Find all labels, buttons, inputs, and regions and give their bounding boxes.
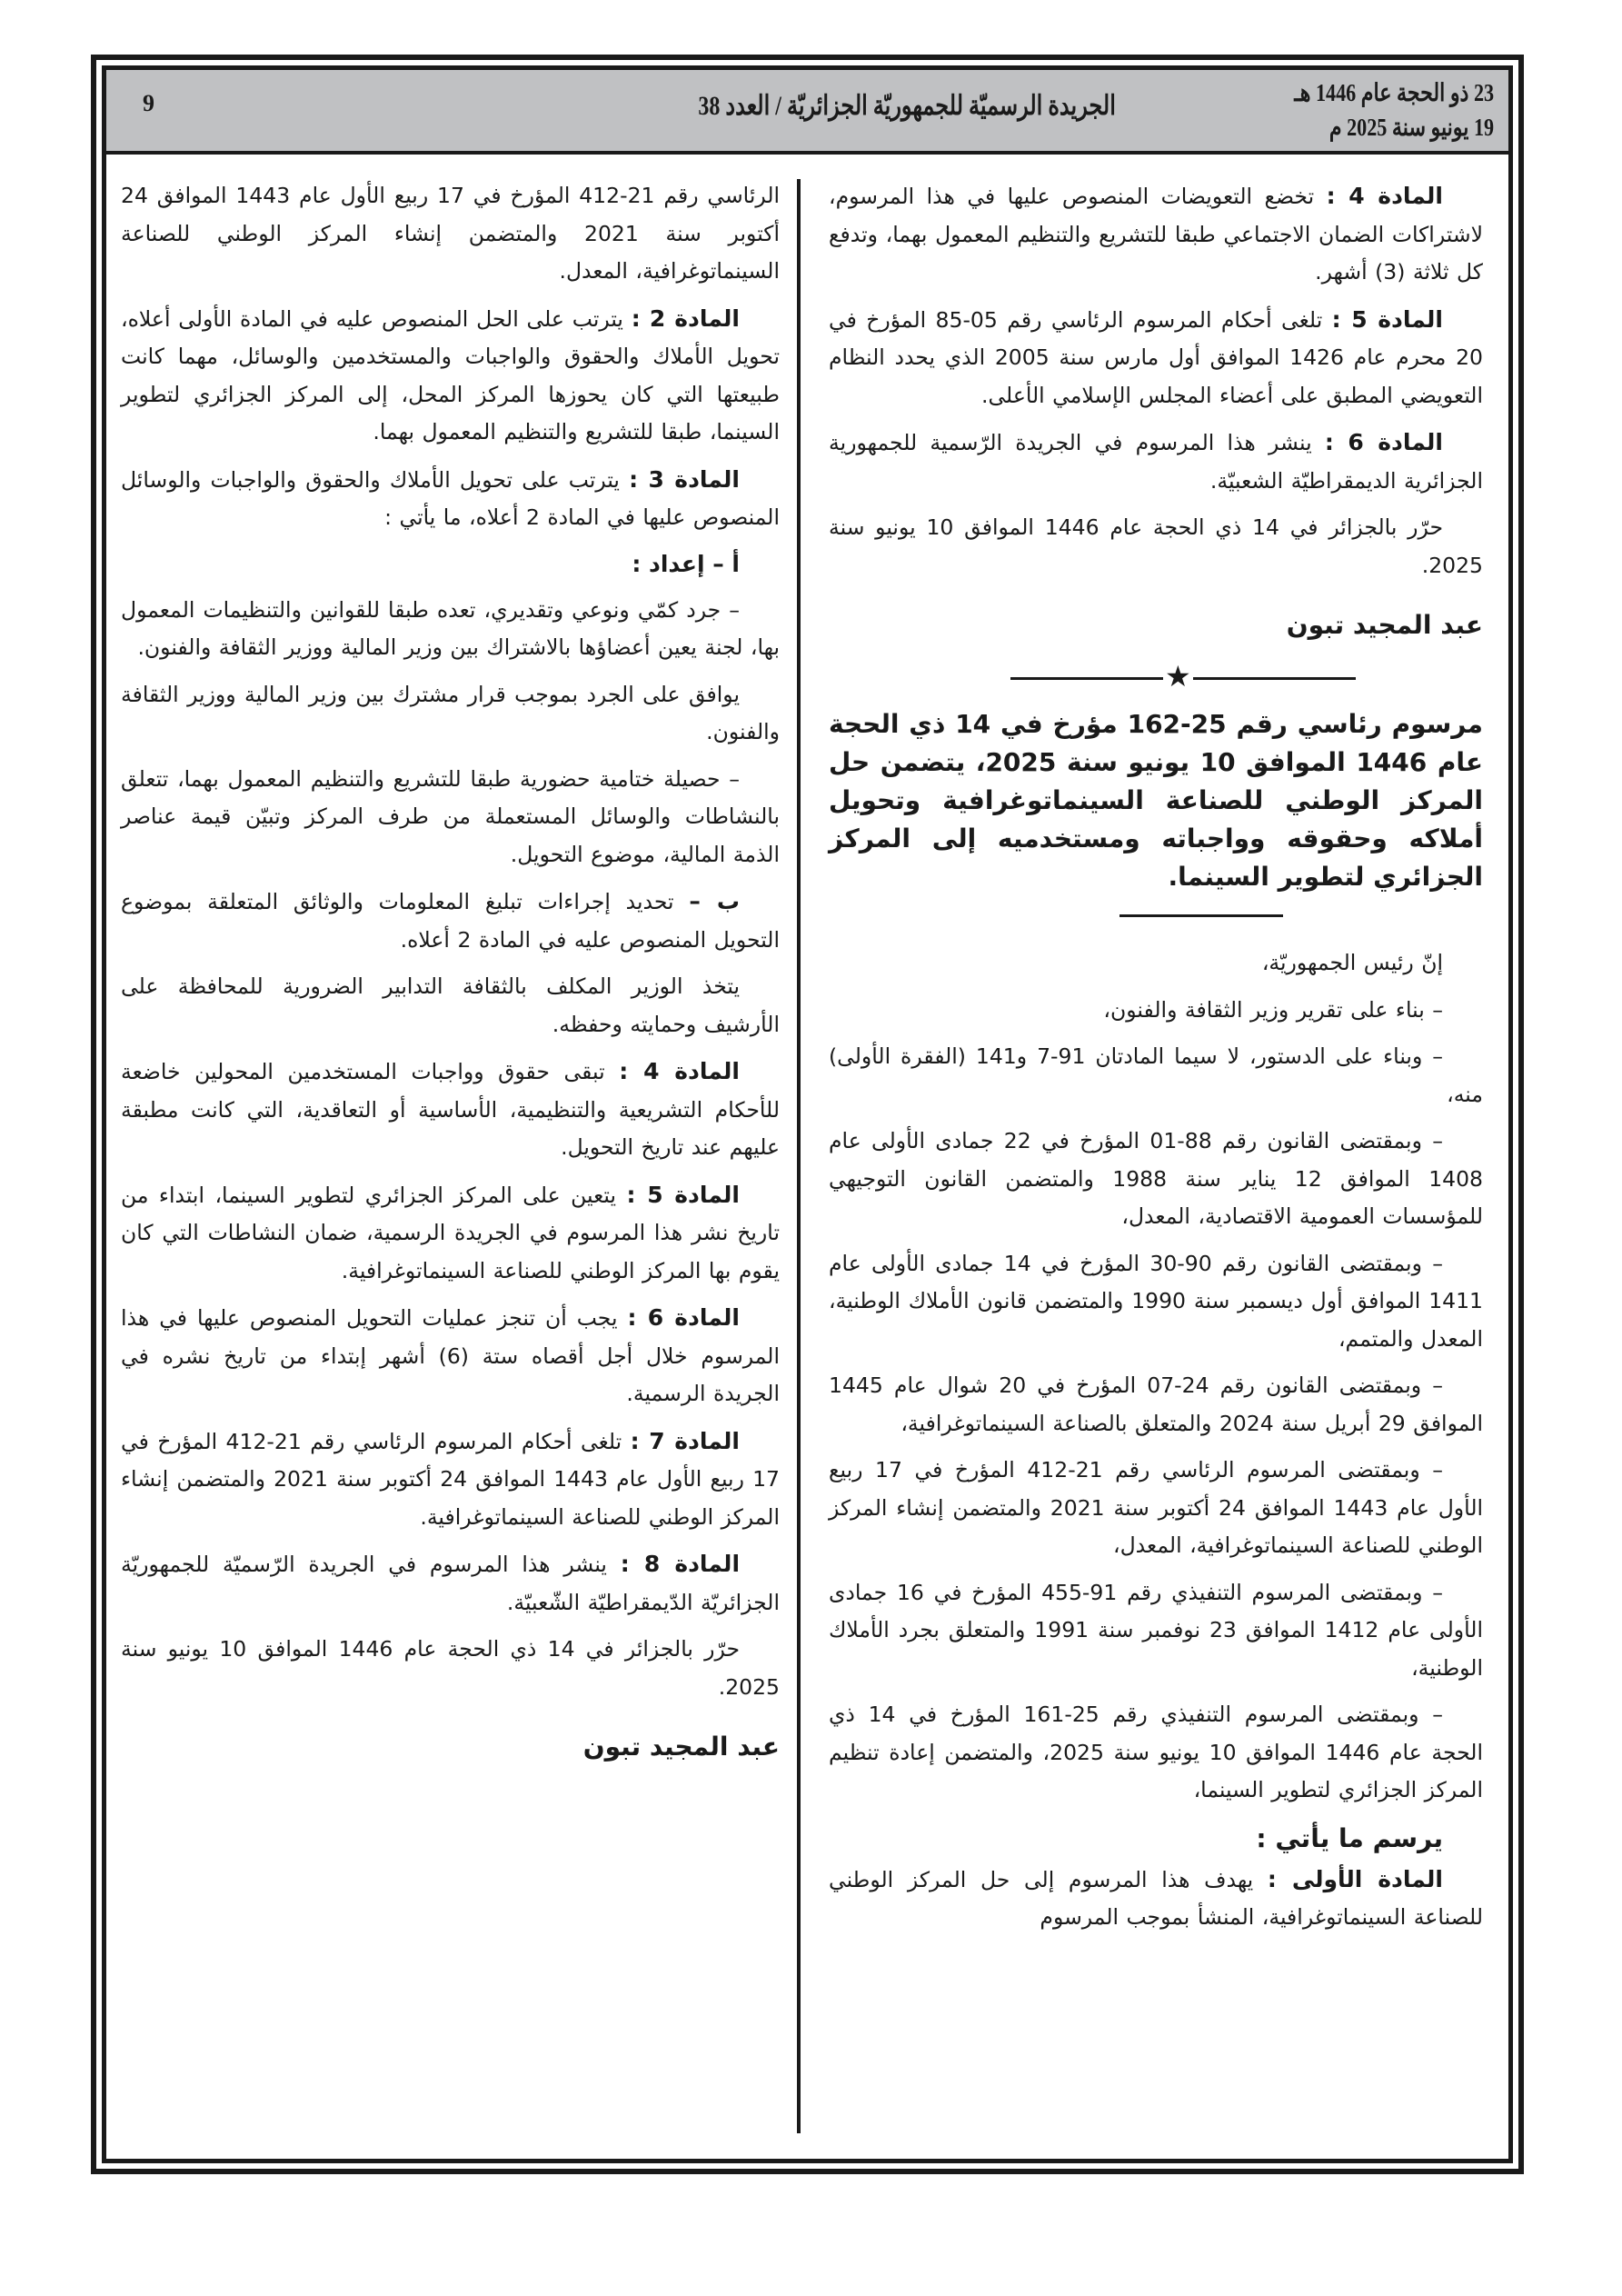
article-label: المادة 2 :: [631, 304, 740, 332]
section-b-label: ب –: [689, 888, 741, 914]
article-text: ينشر هذا المرسوم في الجريدة الرّسميّة للجمهوريّة الجزائريّة الدّيمقراطيّة الشّعبيّة.: [121, 1552, 780, 1615]
article-label: المادة 5 :: [1331, 305, 1443, 333]
article-label: المادة 8 :: [620, 1551, 741, 1577]
left-column: [121, 177, 780, 1780]
article-3: [121, 461, 780, 537]
section-a-item: – جرد كمّي ونوعي وتقديري، تعده طبقا للقوانين والتنظيمات المعمول بها، لجنة يعين أعضاؤها بالاشتراك بين وزير المالية ووزير الثقافة والفنون.: [121, 596, 780, 660]
article-text: يهدف هذا المرسوم إلى حل المركز الوطني للصناعة السينماتوغرافية، المنشأ بموجب المرسوم: [829, 1866, 1483, 1930]
visa-item: – وبمقتضى المرسوم التنفيذي رقم 25-161 المؤرخ في 14 ذي الحجة عام 1446 الموافق 10 يونيو سنة 2025، والمتضمن إعادة تنظيم المركز الجزائري لتطوير السينما،: [829, 1702, 1483, 1802]
decrees-heading: يرسم ما يأتي :: [1256, 1822, 1443, 1853]
article-label: المادة 5 :: [626, 1181, 740, 1208]
article-text: يترتب على الحل المنصوص عليه في المادة الأولى أعلاه، تحويل الأملاك والحقوق والواجبات والمستخدمين والوسائل، مهما كانت طبيعتها التي كان يحوزها المركز المحل، إلى المركز الجزائري لتطوير السينما، طبقا للتشريع والتنظيم المعمول بهما.: [121, 305, 780, 444]
title-underline: [1119, 914, 1283, 917]
article-6: [121, 1299, 780, 1413]
article-7: [121, 1423, 780, 1537]
preamble-opening: إنّ رئيس الجمهوريّة،: [1261, 950, 1443, 975]
article-text: يتعين على المركز الجزائري لتطوير السينما، ابتداء من تاريخ نشر هذا المرسوم في الجريدة الرسمية، ضمان النشاطات التي كان يقوم بها المركز الوطني للصناعة السينماتوغرافية.: [121, 1182, 780, 1283]
visa-item: – وبمقتضى المرسوم التنفيذي رقم 91-455 المؤرخ في 16 جمادى الأولى عام 1412 الموافق 23 نوفمبر سنة 1991 والمتعلق بجرد الأملاك الوطنية،: [829, 1579, 1483, 1681]
visa-item: – وبمقتضى القانون رقم 24-07 المؤرخ في 20 شوال عام 1445 الموافق 29 أبريل سنة 2024 والمتعلق بالصناعة السينماتوغرافية،: [829, 1373, 1483, 1436]
article-label: المادة 4 :: [1326, 183, 1443, 209]
article-label: المادة 6 :: [1324, 429, 1443, 455]
article-label: المادة 4 :: [619, 1058, 740, 1084]
hijri-date: 23 ذو الحجة عام 1446 هـ: [1294, 79, 1494, 106]
article-5-prev: [829, 301, 1483, 415]
section-a-item: يوافق على الجرد بموجب قرار مشترك بين وزير المالية ووزير الثقافة والفنون.: [121, 681, 780, 744]
visa-item: – وبمقتضى القانون رقم 90-30 المؤرخ في 14 جمادى الأولى عام 1411 الموافق أول ديسمبر سنة 1990 والمتضمن قانون الأملاك الوطنية، المعدل والمتمم،: [829, 1250, 1484, 1352]
gregorian-date: 19 يونيو سنة 2025 م: [1328, 114, 1494, 141]
visa-item: – وبمقتضى المرسوم الرئاسي رقم 21-412 المؤرخ في 17 ربيع الأول عام 1443 الموافق 24 أكتوبر سنة 2021 والمتضمن إنشاء المركز الوطني للصناعة السينماتوغرافية، المعدل،: [829, 1457, 1484, 1558]
right-column: [829, 177, 1483, 1946]
article-4-prev: [829, 177, 1483, 292]
page-frame-outer: [91, 55, 1524, 2174]
article-label: المادة 6 :: [627, 1304, 740, 1331]
article-2: [121, 300, 780, 452]
gazette-title: [106, 90, 1508, 122]
article-label: المادة 7 :: [630, 1427, 740, 1454]
article-5: [121, 1176, 780, 1291]
visa-item: – وبناء على الدستور، لا سيما المادتان 91-7 و141 (الفقرة الأولى) منه،: [829, 1043, 1483, 1107]
visa-item: – بناء على تقرير وزير الثقافة والفنون،: [1103, 996, 1443, 1023]
section-a-heading: أ – إعداد :: [632, 550, 740, 577]
page-number: 9: [143, 90, 154, 116]
section-b: [121, 883, 780, 959]
done-at: حرّر بالجزائر في 14 ذي الحجة عام 1446 الموافق 10 يونيو سنة 2025.: [121, 1636, 780, 1700]
article-label: المادة الأولى :: [1267, 1865, 1443, 1892]
article-8: [121, 1545, 780, 1622]
article-text: ينشر هذا المرسوم في الجريدة الرّسمية للجمهورية الجزائرية الديمقراطيّة الشعبيّة.: [829, 430, 1483, 494]
visa-item: – وبمقتضى القانون رقم 88-01 المؤرخ في 22 جمادى الأولى عام 1408 الموافق 12 يناير سنة 1988 والمتضمن القانون التوجيهي للمؤسسات العمومية الاقتصادية، المعدل،: [829, 1128, 1483, 1229]
section-b-text: تحديد إجراءات تبليغ المعلومات والوثائق المتعلقة بموضوع التحويل المنصوص عليه في المادة 2 أعلاه.: [121, 889, 780, 953]
page-frame-inner: [102, 65, 1513, 2163]
decree-separator: [829, 660, 1483, 696]
article-text: تبقى حقوق وواجبات المستخدمين المحولين خاضعة للأحكام التشريعية والتنظيمية، الأساسية أو التعاقدية، التي كانت مطبقة عليهم عند تاريخ التحويل.: [121, 1059, 780, 1160]
gazette-header: [106, 70, 1508, 155]
decree-title: مرسوم رئاسي رقم 25-162 مؤرخ في 14 ذي الحجة عام 1446 الموافق 10 يونيو سنة 2025، يتضمن حل المركز الوطني للصناعة السينماتوغرافية وتحويل أملاكه وحقوقه وواجباته ومستخدميه إلى المركز الجزائري لتطوير السينما.: [829, 709, 1483, 892]
article-text: يجب أن تنجز عمليات التحويل المنصوص عليها في هذا المرسوم خلال أجل أقصاه ستة (6) أشهر إبتداء من تاريخ نشره في الجريدة الرسمية.: [121, 1305, 780, 1406]
article-4: [121, 1053, 780, 1167]
article-text: تخضع التعويضات المنصوص عليها في هذا المرسوم، لاشتراكات الضمان الاجتماعي طبقا للتشريع والتنظيم المعمول بهما، وتدفع كل ثلاثة (3) أشهر.: [829, 184, 1483, 285]
done-at-prev: حرّر بالجزائر في 14 ذي الحجة عام 1446 الموافق 10 يونيو سنة 2025.: [829, 514, 1483, 578]
article-1-continuation: الرئاسي رقم 21-412 المؤرخ في 17 ربيع الأول عام 1443 الموافق 24 أكتوبر سنة 2021 والمتضمن إنشاء المركز الوطني للصناعة السينماتوغرافية، المعدل.: [121, 183, 781, 284]
article-text: يترتب على تحويل الأملاك والحقوق والواجبات والوسائل المنصوص عليها في المادة 2 أعلاه، ما يأتي :: [121, 466, 780, 530]
first-article: [829, 1861, 1483, 1937]
article-6-prev: [829, 424, 1483, 500]
signature-prev: عبد المجيد تبون: [1286, 610, 1483, 640]
article-text: تلغى أحكام المرسوم الرئاسي رقم 05-85 المؤرخ في 20 محرم عام 1426 الموافق أول مارس سنة 2005 الذي يحدد النظام التعويضي المطبق على أعضاء المجلس الإسلامي الأعلى.: [829, 306, 1483, 408]
signature: عبد المجيد تبون: [582, 1732, 780, 1762]
article-text: تلغى أحكام المرسوم الرئاسي رقم 21-412 المؤرخ في 17 ربيع الأول عام 1443 الموافق 24 أكتوبر سنة 2021 والمتضمن إنشاء المركز الوطني للصناعة السينماتوغرافية.: [121, 1428, 780, 1530]
article-3-closing: يتخذ الوزير المكلف بالثقافة التدابير الضرورية للمحافظة على الأرشيف وحمايته وحفظه.: [121, 973, 780, 1037]
section-a-item: – حصيلة ختامية حضورية طبقا للتشريع والتنظيم المعمول بهما، تتعلق بالنشاطات والوسائل المستعملة من طرف المركز وتبيّن قيمة عناصر الذمة المالية، موضوع التحويل.: [121, 765, 780, 867]
star-icon: ★: [1165, 659, 1191, 694]
article-label: المادة 3 :: [629, 465, 740, 493]
gazette-title-text: الجريدة الرسميّة للجمهوريّة الجزائريّة / العدد 38: [698, 91, 1117, 121]
column-divider: [797, 179, 801, 2133]
